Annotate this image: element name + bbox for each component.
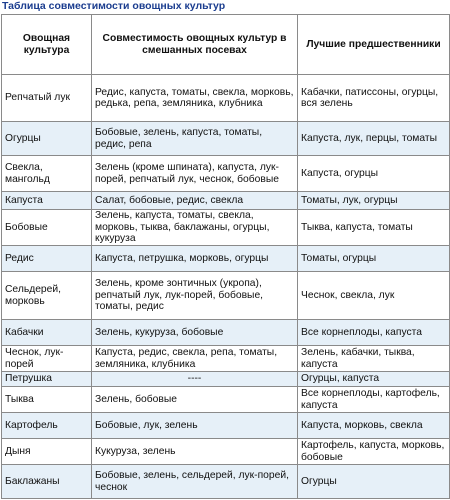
crop-cell: Капуста (2, 192, 92, 210)
compatible-cell: Зелень, бобовые (92, 387, 298, 413)
crop-cell: Репчатый лук (2, 75, 92, 122)
table-row (2, 372, 450, 387)
predecessors-cell: Чеснок, свекла, лук (298, 272, 450, 320)
predecessors-cell: Томаты, огурцы (298, 246, 450, 272)
header-compatible: Совместимость овощных культур в смешанных посевах (92, 15, 298, 75)
crop-cell: Кабачки (2, 320, 92, 346)
crop-cell: Тыква (2, 387, 92, 413)
predecessors-cell: Томаты, лук, огурцы (298, 192, 450, 210)
compatible-cell: Зелень, кроме зонтичных (укропа), репчатый лук, лук-порей, бобовые, томаты, редис (92, 272, 298, 320)
table-title: Таблица совместимости овощных культур (2, 0, 226, 12)
compatible-cell: Бобовые, зелень, сельдерей, лук-порей, чеснок (92, 465, 298, 499)
table-row (2, 210, 450, 246)
predecessors-cell: Все корнеплоды, картофель, капуста (298, 387, 450, 413)
table-row (2, 246, 450, 272)
compatible-cell: Зелень, капуста, томаты, свекла, морковь, тыква, баклажаны, огурцы, кукуруза (92, 210, 298, 246)
table-row (2, 413, 450, 439)
compatible-cell: Зелень (кроме шпината), капуста, лук-порей, репчатый лук, чеснок, бобовые (92, 156, 298, 192)
crop-cell: Петрушка (2, 372, 92, 387)
table-row (2, 439, 450, 465)
predecessors-cell: Картофель, капуста, морковь, бобовые (298, 439, 450, 465)
compatibility-table (1, 14, 450, 499)
table-row (2, 122, 450, 156)
predecessors-cell: Зелень, кабачки, тыква, капуста (298, 346, 450, 372)
table-row (2, 192, 450, 210)
crop-cell: Сельдерей, морковь (2, 272, 92, 320)
crop-cell: Свекла, мангольд (2, 156, 92, 192)
table-row (2, 75, 450, 122)
crop-cell: Дыня (2, 439, 92, 465)
compatible-cell: Редис, капуста, томаты, свекла, морковь, редька, репа, земляника, клубника (92, 75, 298, 122)
header-crop: Овощная культура (2, 15, 92, 75)
table-row (2, 272, 450, 320)
crop-cell: Огурцы (2, 122, 92, 156)
table-row (2, 387, 450, 413)
predecessors-cell: Капуста, морковь, свекла (298, 413, 450, 439)
table-header-row (2, 15, 450, 75)
table-row (2, 346, 450, 372)
predecessors-cell: Все корнеплоды, капуста (298, 320, 450, 346)
crop-cell: Баклажаны (2, 465, 92, 499)
compatible-cell: Капуста, редис, свекла, репа, томаты, земляника, клубника (92, 346, 298, 372)
table-row (2, 320, 450, 346)
predecessors-cell: Огурцы, капуста (298, 372, 450, 387)
compatible-cell: Зелень, кукуруза, бобовые (92, 320, 298, 346)
compatible-cell: ---- (92, 372, 298, 387)
compatible-cell: Бобовые, зелень, капуста, томаты, редис, репа (92, 122, 298, 156)
header-predecessors: Лучшие предшественники (298, 15, 450, 75)
crop-cell: Чеснок, лук-порей (2, 346, 92, 372)
table-row (2, 156, 450, 192)
predecessors-cell: Огурцы (298, 465, 450, 499)
predecessors-cell: Тыква, капуста, томаты (298, 210, 450, 246)
compatible-cell: Кукуруза, зелень (92, 439, 298, 465)
predecessors-cell: Капуста, огурцы (298, 156, 450, 192)
compatible-cell: Бобовые, лук, зелень (92, 413, 298, 439)
crop-cell: Бобовые (2, 210, 92, 246)
predecessors-cell: Кабачки, патиссоны, огурцы, вся зелень (298, 75, 450, 122)
table-row (2, 465, 450, 499)
predecessors-cell: Капуста, лук, перцы, томаты (298, 122, 450, 156)
compatible-cell: Салат, бобовые, редис, свекла (92, 192, 298, 210)
crop-cell: Картофель (2, 413, 92, 439)
crop-cell: Редис (2, 246, 92, 272)
compatible-cell: Капуста, петрушка, морковь, огурцы (92, 246, 298, 272)
